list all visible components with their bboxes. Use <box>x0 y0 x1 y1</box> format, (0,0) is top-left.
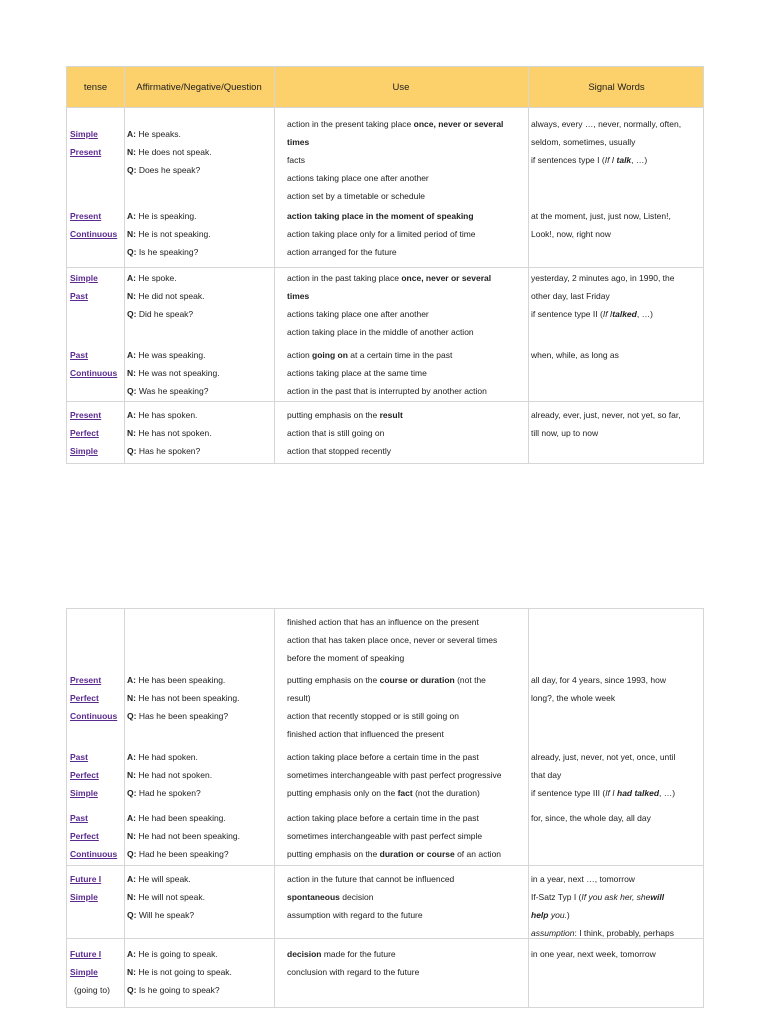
form-line: N: He is not speaking. <box>127 229 211 239</box>
use-line: action taking place before a certain time in the past <box>287 752 479 762</box>
signal-line: already, ever, just, never, not yet, so far, <box>531 410 681 420</box>
tense-link[interactable]: Simple <box>70 129 98 139</box>
use-line: action that stopped recently <box>287 446 391 456</box>
use-line: action that is still going on <box>287 428 385 438</box>
signal-line: always, every …, never, normally, often, <box>531 119 682 129</box>
use-cell <box>287 207 525 261</box>
forms-cell <box>127 406 273 460</box>
signal-line: assumption: I think, probably, perhaps <box>531 928 675 938</box>
signal-line: at the moment, just, just now, Listen!, <box>531 211 671 221</box>
use-cell <box>287 671 525 743</box>
use-line: action in the future that cannot be influenced <box>287 874 455 884</box>
form-line: N: He was not speaking. <box>127 368 220 378</box>
form-line: A: He was speaking. <box>127 350 206 360</box>
use-line: action arranged for the future <box>287 247 397 257</box>
form-line: A: He has spoken. <box>127 410 198 420</box>
form-line: A: He had spoken. <box>127 752 198 762</box>
use-line: action that recently stopped or is still going on <box>287 711 459 721</box>
use-line: putting emphasis only on the fact (not the duration) <box>287 788 480 798</box>
use-line: putting emphasis on the course or duration (not the <box>287 675 486 685</box>
use-line: action going on at a certain time in the past <box>287 350 453 360</box>
use-cell <box>287 613 525 667</box>
signal-line: till now, up to now <box>531 428 599 438</box>
tense-link[interactable]: Simple <box>70 273 98 283</box>
tense-cell <box>70 406 124 460</box>
use-line: action taking place before a certain time in the past <box>287 813 479 823</box>
tense-cell <box>70 346 124 382</box>
header-use: Use <box>392 81 410 93</box>
use-cell <box>287 115 525 205</box>
tense-link[interactable]: Past <box>70 813 88 823</box>
form-line: A: He spoke. <box>127 273 177 283</box>
tense-link[interactable]: Present <box>70 211 102 221</box>
tense-cell <box>70 671 124 725</box>
signal-line: all day, for 4 years, since 1993, how <box>531 675 666 685</box>
form-line: Q: Had he been speaking? <box>127 849 229 859</box>
form-line: Q: Has he been speaking? <box>127 711 229 721</box>
tense-link[interactable]: Perfect <box>70 770 99 780</box>
forms-cell <box>127 870 273 924</box>
tenses-table-1 <box>66 66 704 464</box>
signal-line: long?, the whole week <box>531 693 616 703</box>
tense-link[interactable]: Perfect <box>70 428 99 438</box>
tense-link[interactable]: Simple <box>70 446 98 456</box>
use-line: action taking place in the middle of another action <box>287 327 474 337</box>
use-line: actions taking place one after another <box>287 173 429 183</box>
signal-line: Look!, now, right now <box>531 229 611 239</box>
signal-line: yesterday, 2 minutes ago, in 1990, the <box>531 273 675 283</box>
tense-cell <box>70 809 124 863</box>
form-line: N: He does not speak. <box>127 147 212 157</box>
signal-line: if sentence type II (If Italked, …) <box>531 309 653 319</box>
use-cell <box>287 406 525 460</box>
form-line: N: He is not going to speak. <box>127 967 232 977</box>
tense-link[interactable]: Continuous <box>70 711 118 721</box>
signal-line: in a year, next …, tomorrow <box>531 874 635 884</box>
use-line: action that has taken place once, never or several times <box>287 635 498 645</box>
use-line: before the moment of speaking <box>287 653 405 663</box>
tense-cell <box>70 125 124 161</box>
use-line: action taking place in the moment of speaking <box>287 211 474 221</box>
form-line: A: He is going to speak. <box>127 949 218 959</box>
tense-link[interactable]: Simple <box>70 892 98 902</box>
tense-link[interactable]: Perfect <box>70 831 99 841</box>
tense-link[interactable]: Simple <box>70 788 98 798</box>
signal-line: in one year, next week, tomorrow <box>531 949 656 959</box>
use-line: putting emphasis on the duration or course of an action <box>287 849 502 859</box>
form-line: Q: Has he spoken? <box>127 446 201 456</box>
signal-line: already, just, never, not yet, once, until <box>531 752 676 762</box>
form-line: Q: Was he speaking? <box>127 386 209 396</box>
form-line: Q: Had he spoken? <box>127 788 201 798</box>
form-line: Q: Will he speak? <box>127 910 195 920</box>
signal-words-cell <box>531 870 703 942</box>
use-line: action set by a timetable or schedule <box>287 191 425 201</box>
use-cell <box>287 870 525 924</box>
use-line: actions taking place at the same time <box>287 368 427 378</box>
tense-link[interactable]: Present <box>70 675 102 685</box>
form-line: A: He is speaking. <box>127 211 197 221</box>
use-line: action in the present taking place once, never or several <box>287 119 504 129</box>
signal-line: for, since, the whole day, all day <box>531 813 651 823</box>
use-line: times <box>287 291 310 301</box>
tense-cell <box>70 945 124 999</box>
tense-link[interactable]: Simple <box>70 967 98 977</box>
tense-link[interactable]: Future I <box>70 874 102 884</box>
signal-words-cell <box>531 207 703 243</box>
tense-link[interactable]: Present <box>70 147 102 157</box>
form-line: N: He has not been speaking. <box>127 693 240 703</box>
forms-cell <box>127 125 273 179</box>
signal-line: help you.) <box>531 910 570 920</box>
forms-cell <box>127 207 273 261</box>
form-line: A: He had been speaking. <box>127 813 226 823</box>
signal-words-cell <box>531 406 703 442</box>
use-line: action in the past taking place once, never or several <box>287 273 492 283</box>
use-cell <box>287 809 525 863</box>
signal-line: if sentence type III (If I had talked, …) <box>531 788 676 798</box>
header-signal-words: Signal Words <box>588 81 645 93</box>
signal-words-cell <box>531 809 703 827</box>
use-line: facts <box>287 155 305 165</box>
use-line: times <box>287 137 310 147</box>
use-cell <box>287 269 525 341</box>
tense-link[interactable]: Past <box>70 752 88 762</box>
tense-link[interactable]: Continuous <box>70 229 118 239</box>
form-line: N: He will not speak. <box>127 892 205 902</box>
tense-link[interactable]: Past <box>70 291 88 301</box>
form-line: Q: Is he speaking? <box>127 247 199 257</box>
use-line: decision made for the future <box>287 949 396 959</box>
signal-line: If-Satz Typ I (If you ask her, shewill <box>531 892 665 902</box>
forms-cell <box>127 346 273 400</box>
use-line: conclusion with regard to the future <box>287 967 420 977</box>
form-line: N: He has not spoken. <box>127 428 212 438</box>
signal-line: when, while, as long as <box>531 350 619 360</box>
tense-note: (going to) <box>74 985 110 995</box>
signal-line: if sentences type I (If I talk, …) <box>531 155 648 165</box>
form-line: Q: Is he going to speak? <box>127 985 220 995</box>
signal-words-cell <box>531 748 703 802</box>
signal-line: that day <box>531 770 562 780</box>
use-cell <box>287 346 525 400</box>
forms-cell <box>127 748 273 802</box>
signal-words-cell <box>531 346 703 364</box>
tense-cell <box>70 207 124 243</box>
form-line: N: He had not spoken. <box>127 770 213 780</box>
use-line: finished action that has an influence on the present <box>287 617 479 627</box>
tense-cell <box>70 870 124 906</box>
use-line: finished action that influenced the present <box>287 729 444 739</box>
tenses-table-2 <box>66 608 704 1008</box>
use-line: sometimes interchangeable with past perfect simple <box>287 831 483 841</box>
use-line: result) <box>287 693 311 703</box>
tense-cell <box>70 269 124 305</box>
signal-words-cell <box>531 945 703 963</box>
use-line: spontaneous decision <box>287 892 374 902</box>
forms-cell <box>127 671 273 725</box>
use-line: sometimes interchangeable with past perfect progressive <box>287 770 502 780</box>
use-cell <box>287 748 525 802</box>
use-line: action taking place only for a limited period of time <box>287 229 476 239</box>
use-line: assumption with regard to the future <box>287 910 423 920</box>
signal-words-cell <box>531 115 703 169</box>
forms-cell <box>127 809 273 863</box>
tense-link[interactable]: Continuous <box>70 849 118 859</box>
tense-cell <box>70 748 124 802</box>
tense-link[interactable]: Future I <box>70 949 102 959</box>
tense-link[interactable]: Perfect <box>70 693 99 703</box>
forms-cell <box>127 945 273 999</box>
form-line: N: He did not speak. <box>127 291 205 301</box>
form-line: Q: Does he speak? <box>127 165 201 175</box>
form-line: Q: Did he speak? <box>127 309 194 319</box>
tense-link[interactable]: Continuous <box>70 368 118 378</box>
form-line: A: He speaks. <box>127 129 181 139</box>
use-line: putting emphasis on the result <box>287 410 403 420</box>
use-line: actions taking place one after another <box>287 309 429 319</box>
use-cell <box>287 945 525 981</box>
tense-link[interactable]: Present <box>70 410 102 420</box>
form-line: A: He has been speaking. <box>127 675 226 685</box>
header-tense: tense <box>83 81 108 93</box>
header-forms: Affirmative/Negative/Question <box>136 81 262 93</box>
form-line: A: He will speak. <box>127 874 191 884</box>
signal-words-cell <box>531 269 703 323</box>
form-line: N: He had not been speaking. <box>127 831 240 841</box>
tense-link[interactable]: Past <box>70 350 88 360</box>
signal-line: seldom, sometimes, usually <box>531 137 636 147</box>
signal-line: other day, last Friday <box>531 291 610 301</box>
use-line: action in the past that is interrupted by another action <box>287 386 487 396</box>
signal-words-cell <box>531 671 703 707</box>
forms-cell <box>127 269 273 323</box>
